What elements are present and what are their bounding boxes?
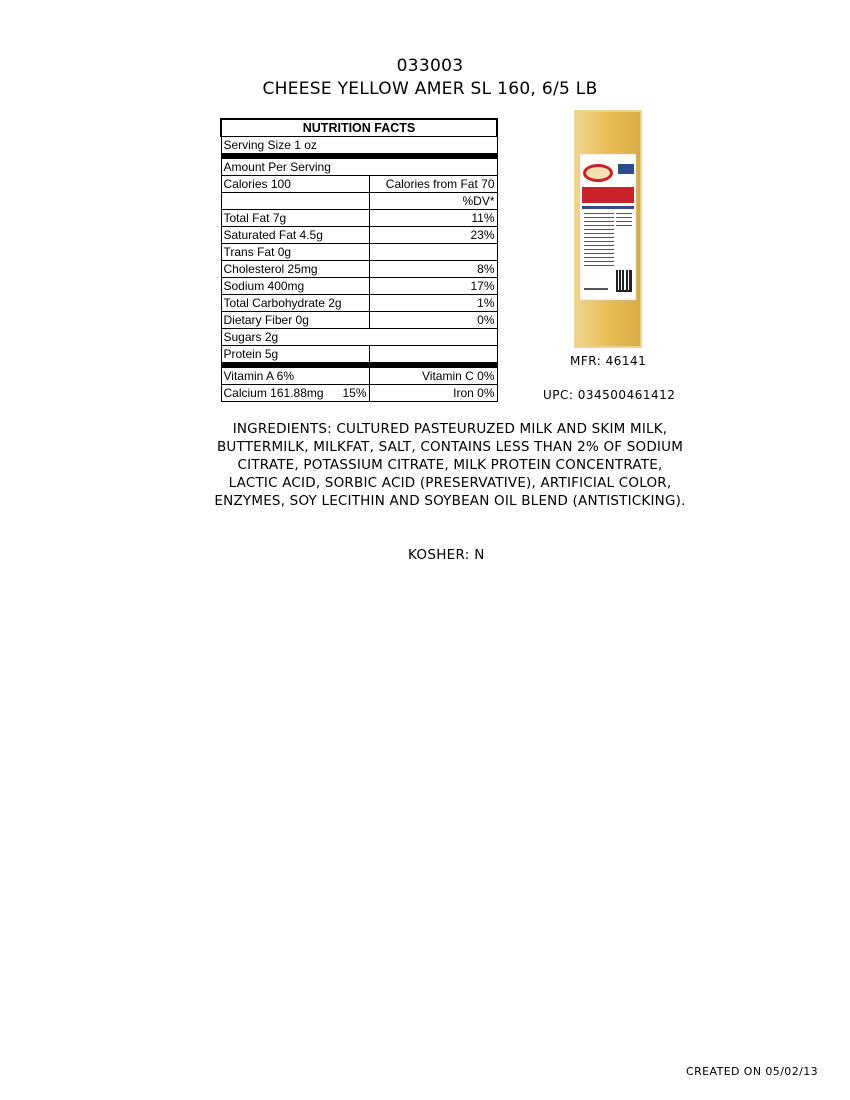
nutrient-label: Sodium 400mg [221, 278, 369, 295]
nutrient-row [221, 312, 497, 329]
vitamin-a: Vitamin A 6% [221, 365, 369, 385]
nutrient-label: Trans Fat 0g [221, 244, 369, 261]
nutrient-label: Total Fat 7g [221, 210, 369, 227]
nutrient-row [221, 210, 497, 227]
calcium-dv: 15% [342, 386, 367, 400]
protein-dv-empty [369, 346, 497, 366]
nutrient-label: Total Carbohydrate 2g [221, 295, 369, 312]
product-image [574, 110, 642, 348]
upc-number: UPC: 034500461412 [543, 388, 676, 402]
product-name: CHEESE YELLOW AMER SL 160, 6/5 LB [262, 79, 598, 99]
calcium: Calcium 161.88mg [223, 386, 324, 400]
dv-spacer [221, 193, 369, 210]
nutrient-label: Cholesterol 25mg [221, 261, 369, 278]
vitamin-c: Vitamin C 0% [369, 365, 497, 385]
nutrient-dv: 0% [369, 312, 497, 329]
sugars: Sugars 2g [221, 329, 497, 346]
amount-per-serving: Amount Per Serving [221, 156, 497, 176]
dv-header: %DV* [369, 193, 497, 210]
calcium-cell [221, 385, 369, 402]
nutrient-row [221, 278, 497, 295]
nutrient-dv: 23% [369, 227, 497, 244]
kosher-status: KOSHER: N [408, 547, 485, 563]
calories: Calories 100 [221, 176, 369, 193]
nutrient-dv: 17% [369, 278, 497, 295]
calories-from-fat: Calories from Fat 70 [369, 176, 497, 193]
nutrient-label: Saturated Fat 4.5g [221, 227, 369, 244]
nutrient-dv: 8% [369, 261, 497, 278]
nutrient-dv: 1% [369, 295, 497, 312]
created-date: CREATED ON 05/02/13 [686, 1065, 818, 1078]
nutrient-row [221, 244, 497, 261]
serving-size: Serving Size 1 oz [221, 137, 497, 157]
nutrient-dv: 11% [369, 210, 497, 227]
iron: Iron 0% [369, 385, 497, 402]
mfr-number: MFR: 46141 [570, 354, 647, 368]
nutrition-facts-table [220, 118, 498, 402]
nutrient-row [221, 295, 497, 312]
nutrition-title: NUTRITION FACTS [221, 119, 497, 137]
nutrient-label: Dietary Fiber 0g [221, 312, 369, 329]
nutrient-row [221, 227, 497, 244]
nutrient-dv [369, 244, 497, 261]
ingredients-text: INGREDIENTS: CULTURED PASTEURUZED MILK AND SKIM MILK, BUTTERMILK, MILKFAT, SALT, CONTAINS LESS THAN 2% OF SODIUM CITRATE, POTASSIUM CITRATE, MILK PROTEIN CONCENTRATE, LACTIC ACID, SORBIC ACID (PRESERVATIVE), ARTIFICIAL COLOR, ENZYMES, SOY LECITHIN AND SOYBEAN OIL BLEND (ANTISTICKING). [214, 421, 686, 509]
nutrient-row [221, 261, 497, 278]
protein: Protein 5g [221, 346, 369, 366]
product-code: 033003 [396, 56, 464, 76]
